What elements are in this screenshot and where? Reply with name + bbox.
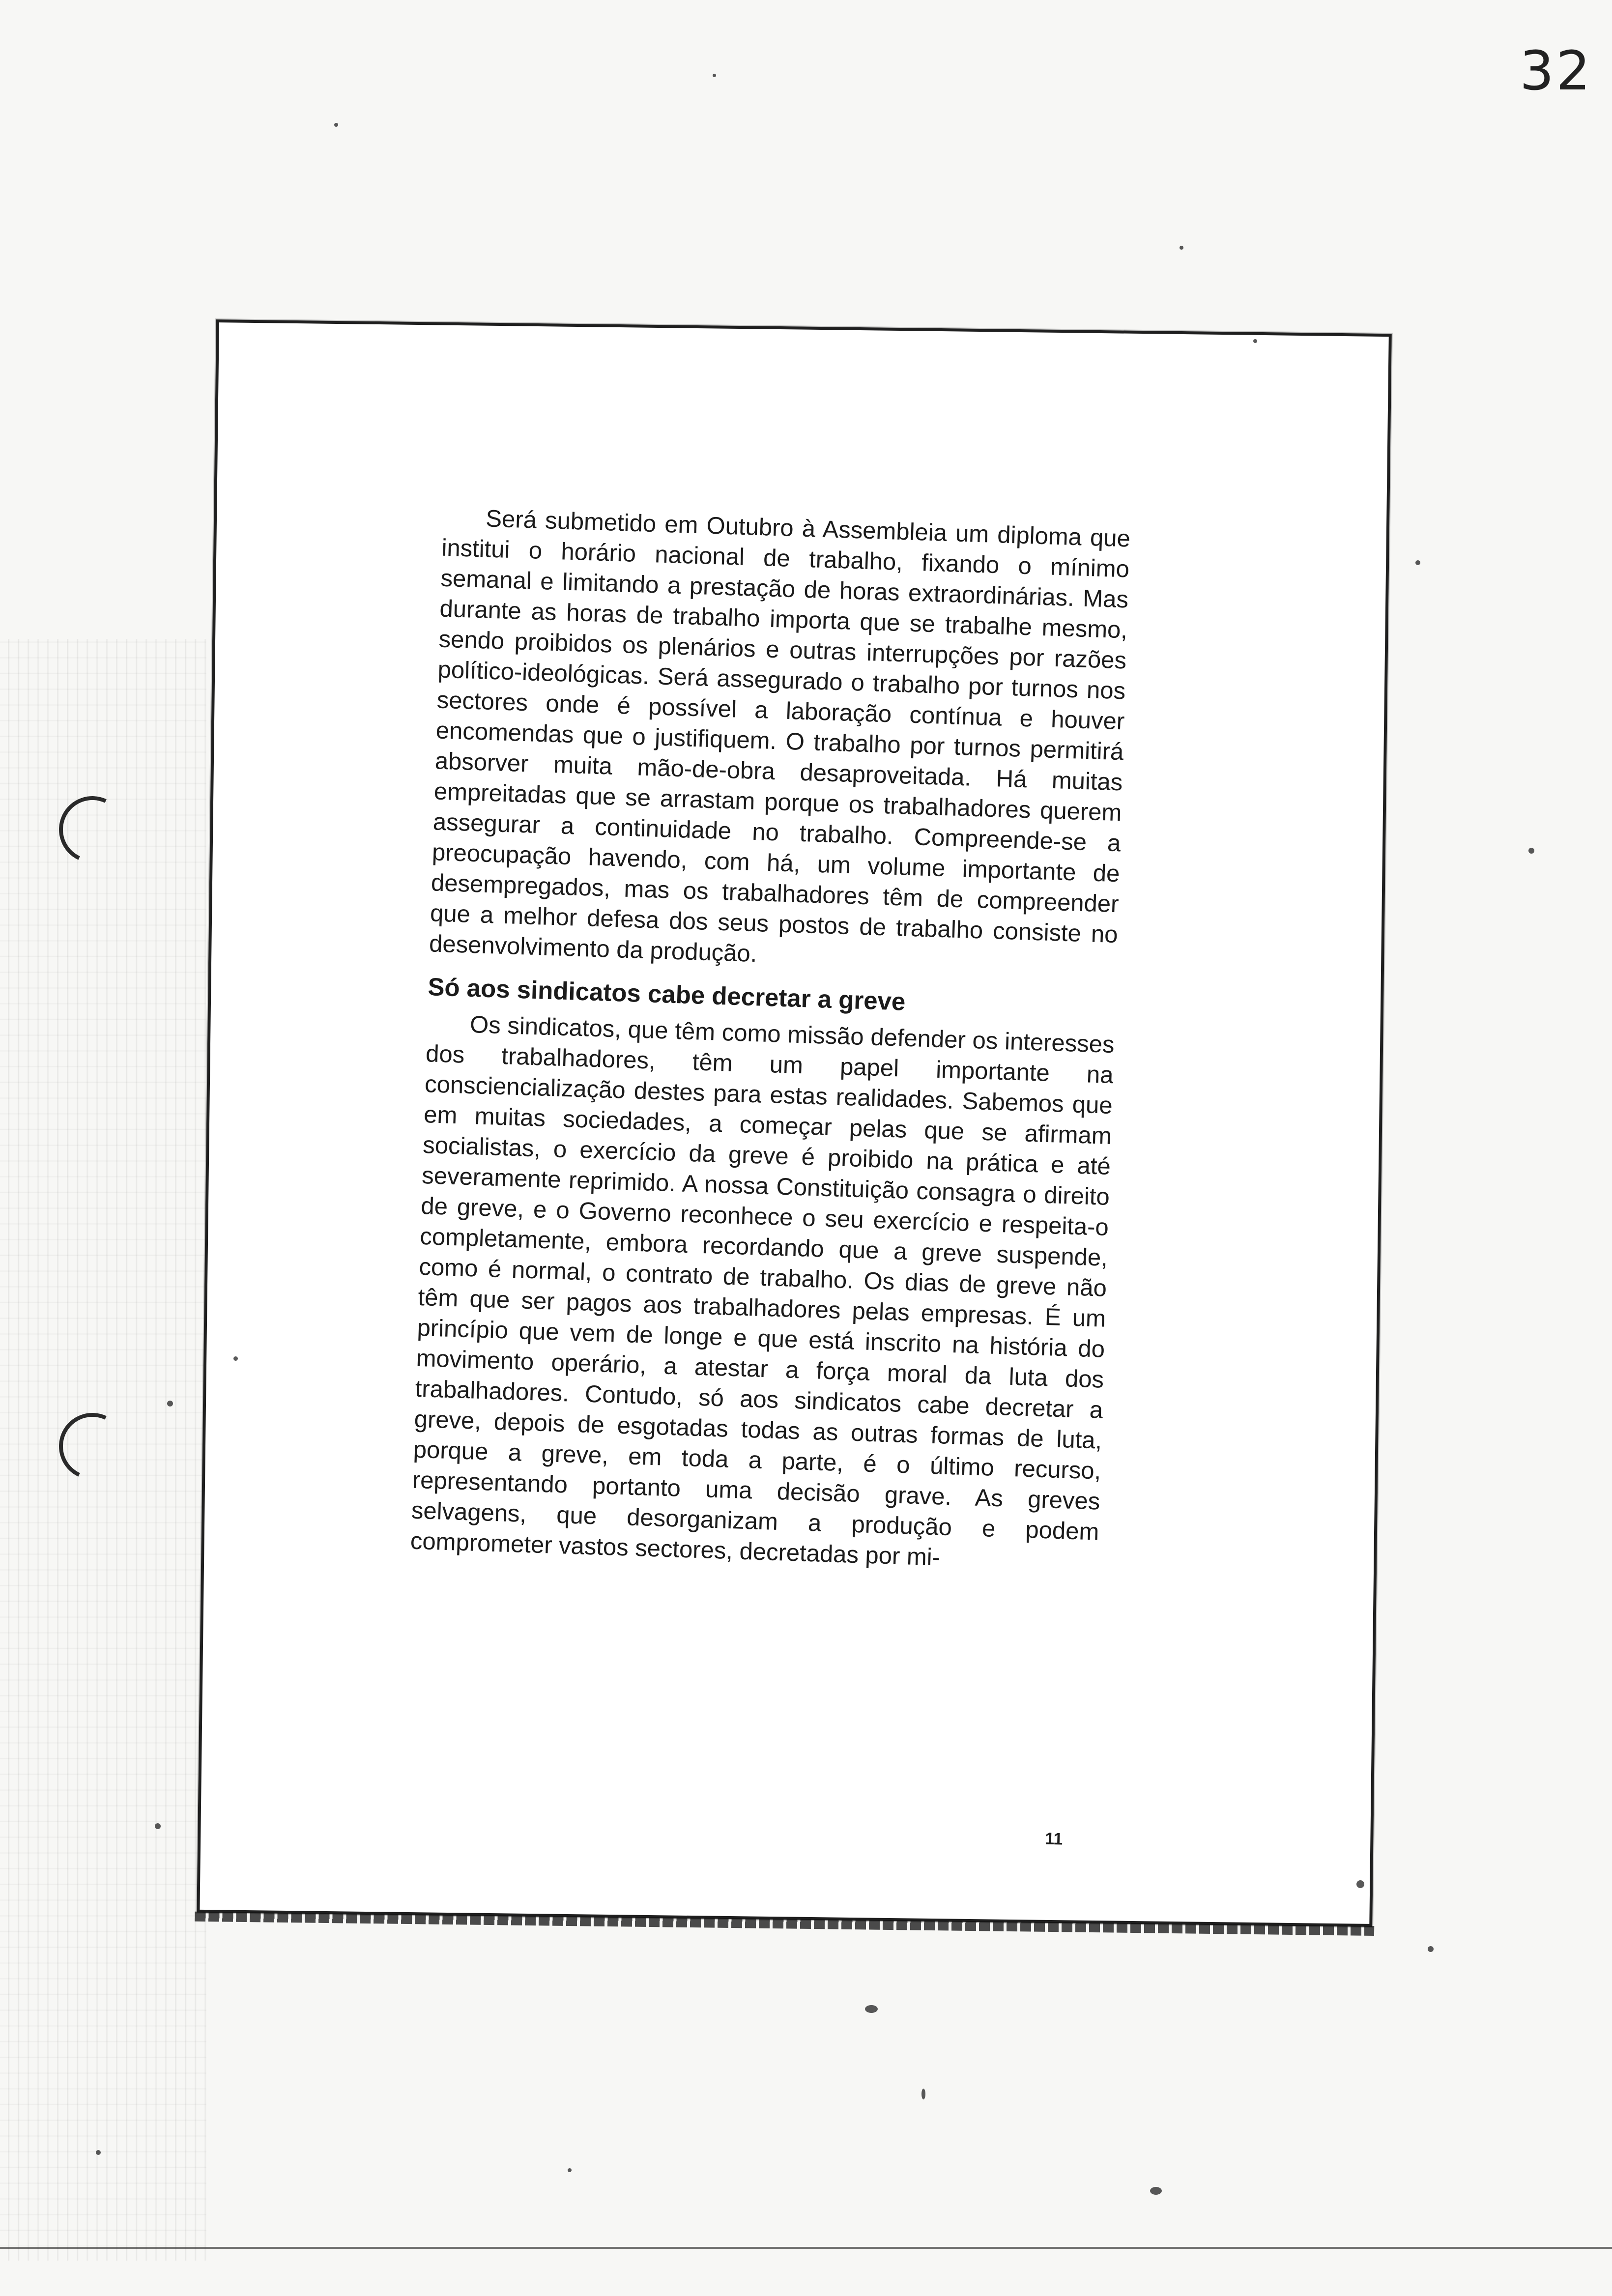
paragraph-sindicatos: Os sindicatos, que têm como missão defender os interesses dos trabalhadores, têm um papel importante na consciencialização destes para estas realidades. Sabemos que em muitas sociedades, a começar pelas que se afirmam socialistas, o exercício da greve é proibido na prática e até severamente reprimido. A nossa Constituição consagra o direito de greve, e o Governo reconhece o seu exercício e respeita-o completamente, embora recordando que a greve suspende, como é normal, o contrato de trabalho. Os dias de greve não têm que ser pagos aos trabalhadores pelas empresas. É um princípio que vem de longe e que está inscrito na história do movimento operário, a atestar a força moral da luta dos trabalhadores. Contudo, só aos sindicatos cabe decretar a greve, depois de esgotadas todas as outras formas de luta, porque a greve, em toda a parte, é o último recurso, representando portanto uma decisão grave. As greves selvagens, que desorganizam a produção e podem comprometer vastos sectores, decretadas por mi- <box>410 1011 1115 1571</box>
archive-page-number: 32 <box>1520 39 1592 102</box>
scan-speck <box>1180 246 1183 250</box>
scan-speck <box>96 2150 101 2155</box>
scan-speck <box>921 2089 925 2099</box>
scan-speck <box>167 1401 173 1406</box>
scan-speck <box>568 2168 572 2172</box>
page-number: 11 <box>1044 1829 1063 1849</box>
scan-speck <box>1150 2187 1162 2195</box>
bottom-scan-line <box>0 2247 1612 2249</box>
scan-speck <box>1528 848 1534 854</box>
scanned-document-sheet <box>197 319 1391 1927</box>
document-text-block <box>410 502 1131 1578</box>
scan-speck <box>865 2005 878 2013</box>
scan-speck <box>1415 560 1420 565</box>
scan-speck <box>1253 339 1257 343</box>
scan-speck <box>155 1823 161 1829</box>
section-heading: Só aos sindicatos cabe decretar a greve <box>427 973 906 1016</box>
scan-speck <box>233 1356 238 1361</box>
paragraph-intro: Será submetido em Outubro à Assembleia um diploma que institui o horário nacional de trabalho, fixando o mínimo semanal e limitando a prestação de horas extraordinárias. Mas durante as horas de trabalho importa que se trabalhe mesmo, sendo proibidos os plenários e outras interrupções por razões político-ideológicas. Será assegurado o trabalho por turnos nos sectores onde é possível a laboração contínua e houver encomendas que o justifiquem. O trabalho por turnos permitirá absorver muita mão-de-obra desaproveitada. Há muitas empreitadas que se arrastam porque os trabalhadores querem assegurar a continuidade no trabalho. Compreende-se a preocupação havendo, com há, um volume importante de desempregados, mas os trabalhadores têm de compreender que a melhor defesa dos seus postos de trabalho consiste no desenvolvimento da produção. <box>429 505 1131 968</box>
scan-speck <box>1356 1880 1364 1888</box>
scan-speck <box>334 123 338 127</box>
scan-speck <box>713 74 716 77</box>
scan-speck <box>1428 1946 1434 1952</box>
